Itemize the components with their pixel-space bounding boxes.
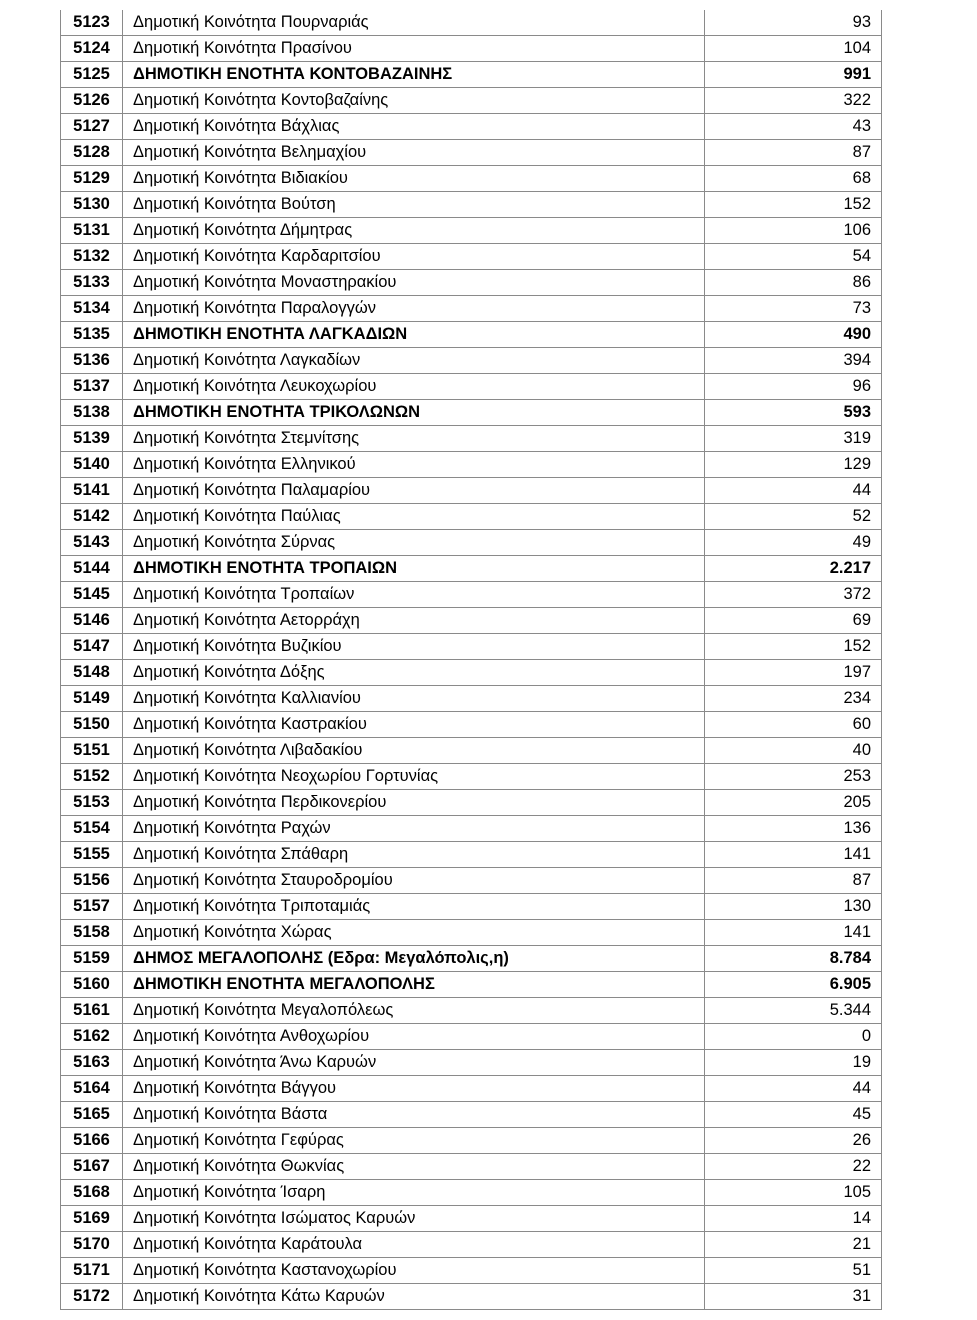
row-value: 54 bbox=[705, 244, 882, 270]
table-row bbox=[61, 244, 882, 270]
row-value: 51 bbox=[705, 1258, 882, 1284]
row-code: 5159 bbox=[61, 946, 123, 972]
row-name: Δημοτική Κοινότητα Βυζικίου bbox=[123, 634, 705, 660]
row-name: Δημοτική Κοινότητα Βούτση bbox=[123, 192, 705, 218]
row-value: 96 bbox=[705, 374, 882, 400]
row-name: Δημοτική Κοινότητα Ελληνικού bbox=[123, 452, 705, 478]
table-row bbox=[61, 1284, 882, 1310]
row-name: Δημοτική Κοινότητα Σύρνας bbox=[123, 530, 705, 556]
table-row bbox=[61, 192, 882, 218]
row-name: Δημοτική Κοινότητα Καράτουλα bbox=[123, 1232, 705, 1258]
row-name: ΔΗΜΟΤΙΚΗ ΕΝΟΤΗΤΑ ΜΕΓΑΛΟΠΟΛΗΣ bbox=[123, 972, 705, 998]
row-name: ΔΗΜΟΤΙΚΗ ΕΝΟΤΗΤΑ ΤΡΟΠΑΙΩΝ bbox=[123, 556, 705, 582]
table-row bbox=[61, 816, 882, 842]
row-code: 5152 bbox=[61, 764, 123, 790]
table-row bbox=[61, 842, 882, 868]
table-row bbox=[61, 998, 882, 1024]
row-value: 105 bbox=[705, 1180, 882, 1206]
row-value: 45 bbox=[705, 1102, 882, 1128]
row-name: Δημοτική Κοινότητα Ισώματος Καρυών bbox=[123, 1206, 705, 1232]
row-name: Δημοτική Κοινότητα Περδικονερίου bbox=[123, 790, 705, 816]
row-value: 141 bbox=[705, 920, 882, 946]
row-value: 490 bbox=[705, 322, 882, 348]
row-value: 372 bbox=[705, 582, 882, 608]
table-row bbox=[61, 1232, 882, 1258]
row-code: 5137 bbox=[61, 374, 123, 400]
row-code: 5129 bbox=[61, 166, 123, 192]
row-name: Δημοτική Κοινότητα Καστρακίου bbox=[123, 712, 705, 738]
row-code: 5128 bbox=[61, 140, 123, 166]
row-name: Δημοτική Κοινότητα Λιβαδακίου bbox=[123, 738, 705, 764]
row-code: 5127 bbox=[61, 114, 123, 140]
table-body bbox=[61, 10, 882, 1310]
row-name: Δημοτική Κοινότητα Κάτω Καρυών bbox=[123, 1284, 705, 1310]
table-row bbox=[61, 36, 882, 62]
row-code: 5156 bbox=[61, 868, 123, 894]
row-value: 152 bbox=[705, 634, 882, 660]
row-code: 5160 bbox=[61, 972, 123, 998]
table-row bbox=[61, 166, 882, 192]
row-code: 5158 bbox=[61, 920, 123, 946]
row-code: 5170 bbox=[61, 1232, 123, 1258]
row-value: 69 bbox=[705, 608, 882, 634]
table-row bbox=[61, 10, 882, 36]
row-name: Δημοτική Κοινότητα Δήμητρας bbox=[123, 218, 705, 244]
row-code: 5169 bbox=[61, 1206, 123, 1232]
row-value: 130 bbox=[705, 894, 882, 920]
row-code: 5141 bbox=[61, 478, 123, 504]
row-name: Δημοτική Κοινότητα Σταυροδρομίου bbox=[123, 868, 705, 894]
table-row bbox=[61, 426, 882, 452]
row-name: Δημοτική Κοινότητα Ανθοχωρίου bbox=[123, 1024, 705, 1050]
table-row bbox=[61, 686, 882, 712]
row-name: Δημοτική Κοινότητα Στεμνίτσης bbox=[123, 426, 705, 452]
row-value: 319 bbox=[705, 426, 882, 452]
row-name: ΔΗΜΟΤΙΚΗ ΕΝΟΤΗΤΑ ΚΟΝΤΟΒΑΖΑΙΝΗΣ bbox=[123, 62, 705, 88]
row-name: Δημοτική Κοινότητα Βελημαχίου bbox=[123, 140, 705, 166]
table-row bbox=[61, 1050, 882, 1076]
table-row bbox=[61, 530, 882, 556]
table-row bbox=[61, 478, 882, 504]
row-value: 136 bbox=[705, 816, 882, 842]
row-code: 5155 bbox=[61, 842, 123, 868]
table-row bbox=[61, 868, 882, 894]
table-row bbox=[61, 62, 882, 88]
row-code: 5151 bbox=[61, 738, 123, 764]
row-value: 73 bbox=[705, 296, 882, 322]
row-name: Δημοτική Κοινότητα Νεοχωρίου Γορτυνίας bbox=[123, 764, 705, 790]
row-value: 394 bbox=[705, 348, 882, 374]
row-value: 197 bbox=[705, 660, 882, 686]
row-value: 104 bbox=[705, 36, 882, 62]
row-name: Δημοτική Κοινότητα Λευκοχωρίου bbox=[123, 374, 705, 400]
row-name: Δημοτική Κοινότητα Βάγγου bbox=[123, 1076, 705, 1102]
row-name: ΔΗΜΟΤΙΚΗ ΕΝΟΤΗΤΑ ΤΡΙΚΟΛΩΝΩΝ bbox=[123, 400, 705, 426]
table-row bbox=[61, 608, 882, 634]
row-name: Δημοτική Κοινότητα Δόξης bbox=[123, 660, 705, 686]
row-code: 5140 bbox=[61, 452, 123, 478]
row-value: 205 bbox=[705, 790, 882, 816]
row-value: 152 bbox=[705, 192, 882, 218]
row-value: 21 bbox=[705, 1232, 882, 1258]
row-value: 234 bbox=[705, 686, 882, 712]
row-name: Δημοτική Κοινότητα Βάχλιας bbox=[123, 114, 705, 140]
row-value: 31 bbox=[705, 1284, 882, 1310]
row-code: 5125 bbox=[61, 62, 123, 88]
row-code: 5133 bbox=[61, 270, 123, 296]
row-code: 5166 bbox=[61, 1128, 123, 1154]
table-row bbox=[61, 452, 882, 478]
row-name: Δημοτική Κοινότητα Αετορράχη bbox=[123, 608, 705, 634]
row-code: 5171 bbox=[61, 1258, 123, 1284]
row-code: 5144 bbox=[61, 556, 123, 582]
row-value: 49 bbox=[705, 530, 882, 556]
row-value: 87 bbox=[705, 140, 882, 166]
row-code: 5142 bbox=[61, 504, 123, 530]
table-row bbox=[61, 296, 882, 322]
row-code: 5148 bbox=[61, 660, 123, 686]
row-name: Δημοτική Κοινότητα Ίσαρη bbox=[123, 1180, 705, 1206]
row-code: 5164 bbox=[61, 1076, 123, 1102]
table-row bbox=[61, 582, 882, 608]
row-code: 5157 bbox=[61, 894, 123, 920]
row-code: 5131 bbox=[61, 218, 123, 244]
row-name: Δημοτική Κοινότητα Κοντοβαζαίνης bbox=[123, 88, 705, 114]
row-code: 5154 bbox=[61, 816, 123, 842]
row-name: Δημοτική Κοινότητα Παύλιας bbox=[123, 504, 705, 530]
row-value: 93 bbox=[705, 10, 882, 36]
table-row bbox=[61, 400, 882, 426]
row-value: 5.344 bbox=[705, 998, 882, 1024]
row-value: 0 bbox=[705, 1024, 882, 1050]
table-row bbox=[61, 764, 882, 790]
row-value: 593 bbox=[705, 400, 882, 426]
table-row bbox=[61, 972, 882, 998]
row-code: 5132 bbox=[61, 244, 123, 270]
table-row bbox=[61, 114, 882, 140]
row-value: 44 bbox=[705, 1076, 882, 1102]
row-value: 87 bbox=[705, 868, 882, 894]
row-code: 5147 bbox=[61, 634, 123, 660]
row-name: Δημοτική Κοινότητα Μοναστηρακίου bbox=[123, 270, 705, 296]
row-code: 5162 bbox=[61, 1024, 123, 1050]
row-value: 106 bbox=[705, 218, 882, 244]
table-row bbox=[61, 1076, 882, 1102]
table-row bbox=[61, 374, 882, 400]
table-row bbox=[61, 140, 882, 166]
row-name: Δημοτική Κοινότητα Πουρναριάς bbox=[123, 10, 705, 36]
table-row bbox=[61, 660, 882, 686]
table-row bbox=[61, 322, 882, 348]
row-name: Δημοτική Κοινότητα Βιδιακίου bbox=[123, 166, 705, 192]
row-name: Δημοτική Κοινότητα Καλλιανίου bbox=[123, 686, 705, 712]
row-name: Δημοτική Κοινότητα Παραλογγών bbox=[123, 296, 705, 322]
row-name: Δημοτική Κοινότητα Καστανοχωρίου bbox=[123, 1258, 705, 1284]
row-value: 129 bbox=[705, 452, 882, 478]
row-value: 22 bbox=[705, 1154, 882, 1180]
row-code: 5135 bbox=[61, 322, 123, 348]
row-name: Δημοτική Κοινότητα Άνω Καρυών bbox=[123, 1050, 705, 1076]
row-code: 5168 bbox=[61, 1180, 123, 1206]
row-value: 43 bbox=[705, 114, 882, 140]
row-code: 5153 bbox=[61, 790, 123, 816]
row-value: 141 bbox=[705, 842, 882, 868]
row-code: 5126 bbox=[61, 88, 123, 114]
row-code: 5163 bbox=[61, 1050, 123, 1076]
row-name: Δημοτική Κοινότητα Χώρας bbox=[123, 920, 705, 946]
row-code: 5139 bbox=[61, 426, 123, 452]
row-value: 2.217 bbox=[705, 556, 882, 582]
table-row bbox=[61, 894, 882, 920]
row-value: 6.905 bbox=[705, 972, 882, 998]
table-row bbox=[61, 738, 882, 764]
table-row bbox=[61, 1128, 882, 1154]
table-row bbox=[61, 946, 882, 972]
table-row bbox=[61, 218, 882, 244]
row-name: Δημοτική Κοινότητα Γεφύρας bbox=[123, 1128, 705, 1154]
row-value: 60 bbox=[705, 712, 882, 738]
row-name: Δημοτική Κοινότητα Πρασίνου bbox=[123, 36, 705, 62]
table-row bbox=[61, 1154, 882, 1180]
table-row bbox=[61, 712, 882, 738]
row-value: 52 bbox=[705, 504, 882, 530]
table-row bbox=[61, 1180, 882, 1206]
row-value: 14 bbox=[705, 1206, 882, 1232]
row-code: 5150 bbox=[61, 712, 123, 738]
row-value: 19 bbox=[705, 1050, 882, 1076]
row-value: 8.784 bbox=[705, 946, 882, 972]
table-row bbox=[61, 1258, 882, 1284]
document-page bbox=[60, 10, 881, 1310]
population-table bbox=[60, 10, 882, 1310]
row-code: 5167 bbox=[61, 1154, 123, 1180]
row-value: 68 bbox=[705, 166, 882, 192]
row-code: 5172 bbox=[61, 1284, 123, 1310]
table-row bbox=[61, 920, 882, 946]
row-value: 253 bbox=[705, 764, 882, 790]
row-value: 86 bbox=[705, 270, 882, 296]
table-row bbox=[61, 348, 882, 374]
row-code: 5136 bbox=[61, 348, 123, 374]
table-row bbox=[61, 1206, 882, 1232]
row-code: 5161 bbox=[61, 998, 123, 1024]
row-name: Δημοτική Κοινότητα Θωκνίας bbox=[123, 1154, 705, 1180]
row-value: 991 bbox=[705, 62, 882, 88]
row-name: Δημοτική Κοινότητα Τροπαίων bbox=[123, 582, 705, 608]
row-name: Δημοτική Κοινότητα Ραχών bbox=[123, 816, 705, 842]
table-row bbox=[61, 88, 882, 114]
table-row bbox=[61, 1024, 882, 1050]
row-value: 26 bbox=[705, 1128, 882, 1154]
row-name: Δημοτική Κοινότητα Λαγκαδίων bbox=[123, 348, 705, 374]
row-value: 40 bbox=[705, 738, 882, 764]
table-row bbox=[61, 790, 882, 816]
table-row bbox=[61, 556, 882, 582]
row-code: 5134 bbox=[61, 296, 123, 322]
row-name: Δημοτική Κοινότητα Τριποταμιάς bbox=[123, 894, 705, 920]
row-code: 5145 bbox=[61, 582, 123, 608]
table-row bbox=[61, 1102, 882, 1128]
row-code: 5124 bbox=[61, 36, 123, 62]
row-code: 5165 bbox=[61, 1102, 123, 1128]
row-code: 5123 bbox=[61, 10, 123, 36]
row-value: 44 bbox=[705, 478, 882, 504]
row-name: Δημοτική Κοινότητα Καρδαριτσίου bbox=[123, 244, 705, 270]
table-row bbox=[61, 270, 882, 296]
row-name: Δημοτική Κοινότητα Σπάθαρη bbox=[123, 842, 705, 868]
row-name: Δημοτική Κοινότητα Βάστα bbox=[123, 1102, 705, 1128]
row-name: ΔΗΜΟΤΙΚΗ ΕΝΟΤΗΤΑ ΛΑΓΚΑΔΙΩΝ bbox=[123, 322, 705, 348]
table-row bbox=[61, 634, 882, 660]
table-row bbox=[61, 504, 882, 530]
row-name: Δημοτική Κοινότητα Μεγαλοπόλεως bbox=[123, 998, 705, 1024]
row-code: 5146 bbox=[61, 608, 123, 634]
row-code: 5130 bbox=[61, 192, 123, 218]
row-name: ΔΗΜΟΣ ΜΕΓΑΛΟΠΟΛΗΣ (Εδρα: Μεγαλόπολις,η) bbox=[123, 946, 705, 972]
row-name: Δημοτική Κοινότητα Παλαμαρίου bbox=[123, 478, 705, 504]
row-code: 5149 bbox=[61, 686, 123, 712]
row-value: 322 bbox=[705, 88, 882, 114]
row-code: 5138 bbox=[61, 400, 123, 426]
row-code: 5143 bbox=[61, 530, 123, 556]
